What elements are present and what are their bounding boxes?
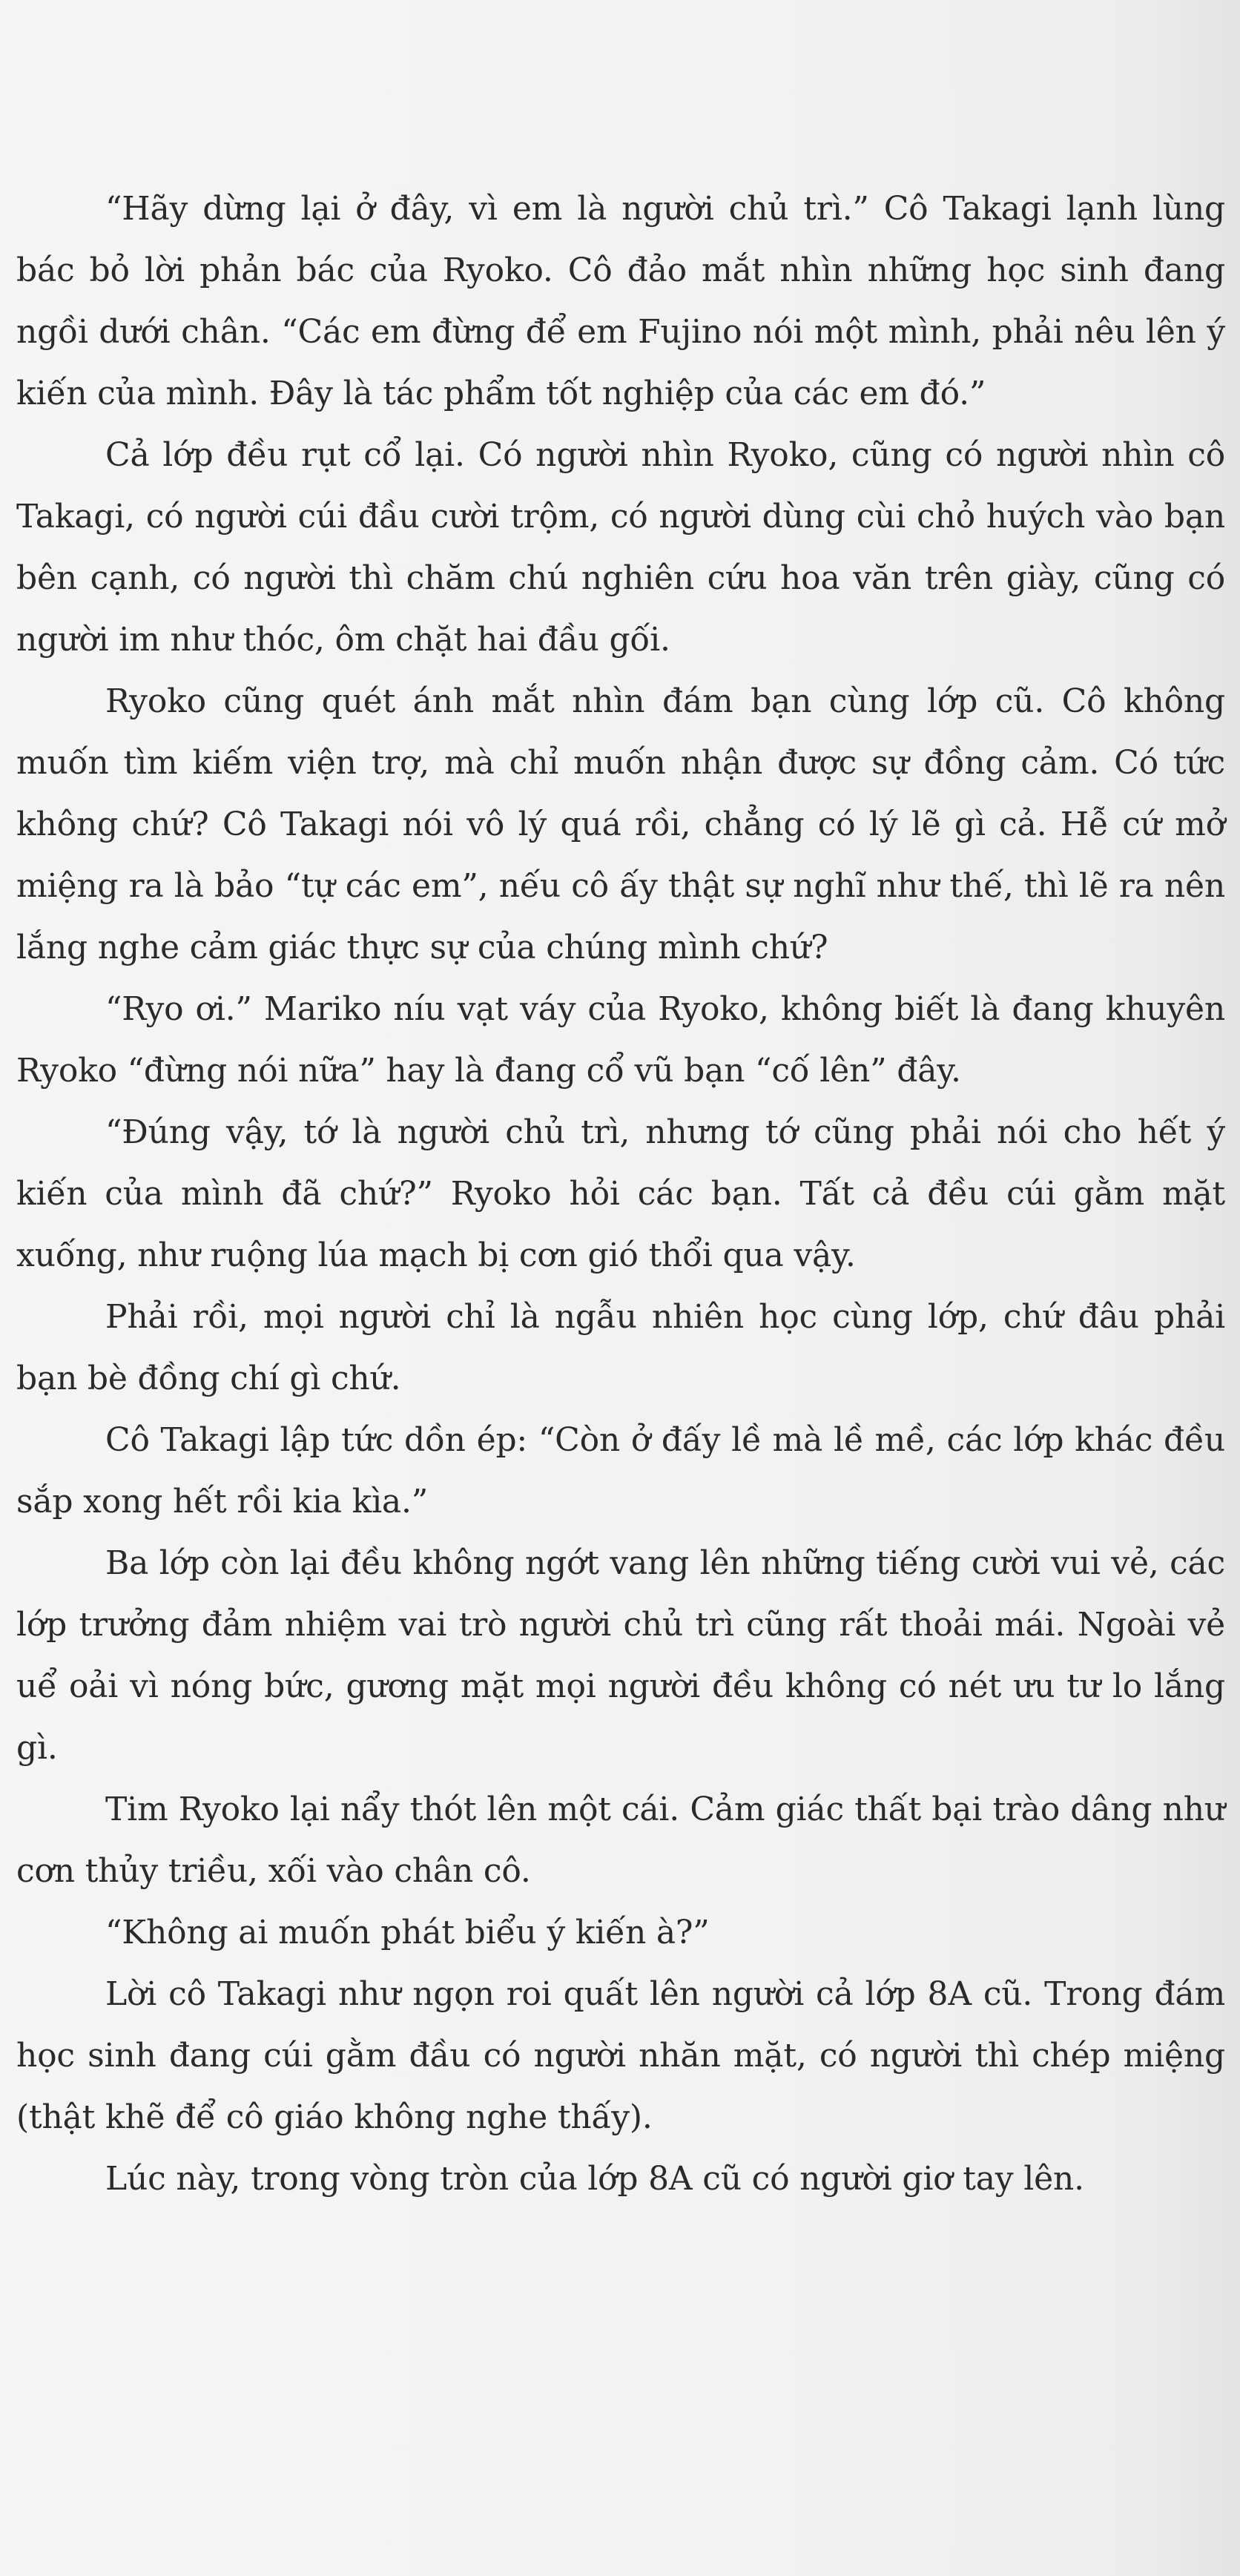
- paragraph-9: Tim Ryoko lại nẩy thót lên một cái. Cảm giác thất bại trào dâng như cơn thủy triều, xối vào chân cô.: [16, 1791, 1225, 1890]
- paragraph-2: Cả lớp đều rụt cổ lại. Có người nhìn Ryoko, cũng có người nhìn cô Takagi, có người cúi đầu cười trộm, có người dùng cùi chỏ huých vào bạn bên cạnh, có người thì chăm chú nghiên cứu hoa văn trên giày, cũng có người im như thóc, ôm chặt hai đầu gối.: [16, 436, 1225, 659]
- paragraph-5: “Đúng vậy, tớ là người chủ trì, nhưng tớ cũng phải nói cho hết ý kiến của mình đã chứ?” Ryoko hỏi các bạn. Tất cả đều cúi gằm mặt xuống, như ruộng lúa mạch bị cơn gió thổi qua vậy.: [16, 1113, 1225, 1274]
- paragraph-8: Ba lớp còn lại đều không ngớt vang lên những tiếng cười vui vẻ, các lớp trưởng đảm nhiệm vai trò người chủ trì cũng rất thoải mái. Ngoài vẻ uể oải vì nóng bức, gương mặt mọi người đều không có nét ưu tư lo lắng gì.: [16, 1544, 1225, 1767]
- paragraph-6: Phải rồi, mọi người chỉ là ngẫu nhiên học cùng lớp, chứ đâu phải bạn bè đồng chí gì chứ.: [16, 1298, 1225, 1397]
- paragraph-7: Cô Takagi lập tức dồn ép: “Còn ở đấy lề mà lề mề, các lớp khác đều sắp xong hết rồi kia kìa.”: [16, 1421, 1225, 1521]
- paragraph-3: Ryoko cũng quét ánh mắt nhìn đám bạn cùng lớp cũ. Cô không muốn tìm kiếm viện trợ, mà chỉ muốn nhận được sự đồng cảm. Có tức không chứ? Cô Takagi nói vô lý quá rồi, chẳng có lý lẽ gì cả. Hễ cứ mở miệng ra là bảo “tự các em”, nếu cô ấy thật sự nghĩ như thế, thì lẽ ra nên lắng nghe cảm giác thực sự của chúng mình chứ?: [16, 682, 1225, 966]
- paragraph-1: “Hãy dừng lại ở đây, vì em là người chủ trì.” Cô Takagi lạnh lùng bác bỏ lời phản bác của Ryoko. Cô đảo mắt nhìn những học sinh đang ngồi dưới chân. “Các em đừng để em Fujino nói một mình, phải nêu lên ý kiến của mình. Đây là tác phẩm tốt nghiệp của các em đó.”: [16, 190, 1225, 412]
- paragraph-10: “Không ai muốn phát biểu ý kiến à?”: [105, 1914, 710, 1951]
- paragraph-11: Lời cô Takagi như ngọn roi quất lên người cả lớp 8A cũ. Trong đám học sinh đang cúi gằm đầu có người nhăn mặt, có người thì chép miệng (thật khẽ để cô giáo không nghe thấy).: [16, 1975, 1225, 2136]
- paragraph-4: “Ryo ơi.” Mariko níu vạt váy của Ryoko, không biết là đang khuyên Ryoko “đừng nói nữa” hay là đang cổ vũ bạn “cố lên” đây.: [16, 990, 1225, 1090]
- body-text: [16, 178, 1225, 2210]
- paragraph-12: Lúc này, trong vòng tròn của lớp 8A cũ có người giơ tay lên.: [105, 2160, 1084, 2198]
